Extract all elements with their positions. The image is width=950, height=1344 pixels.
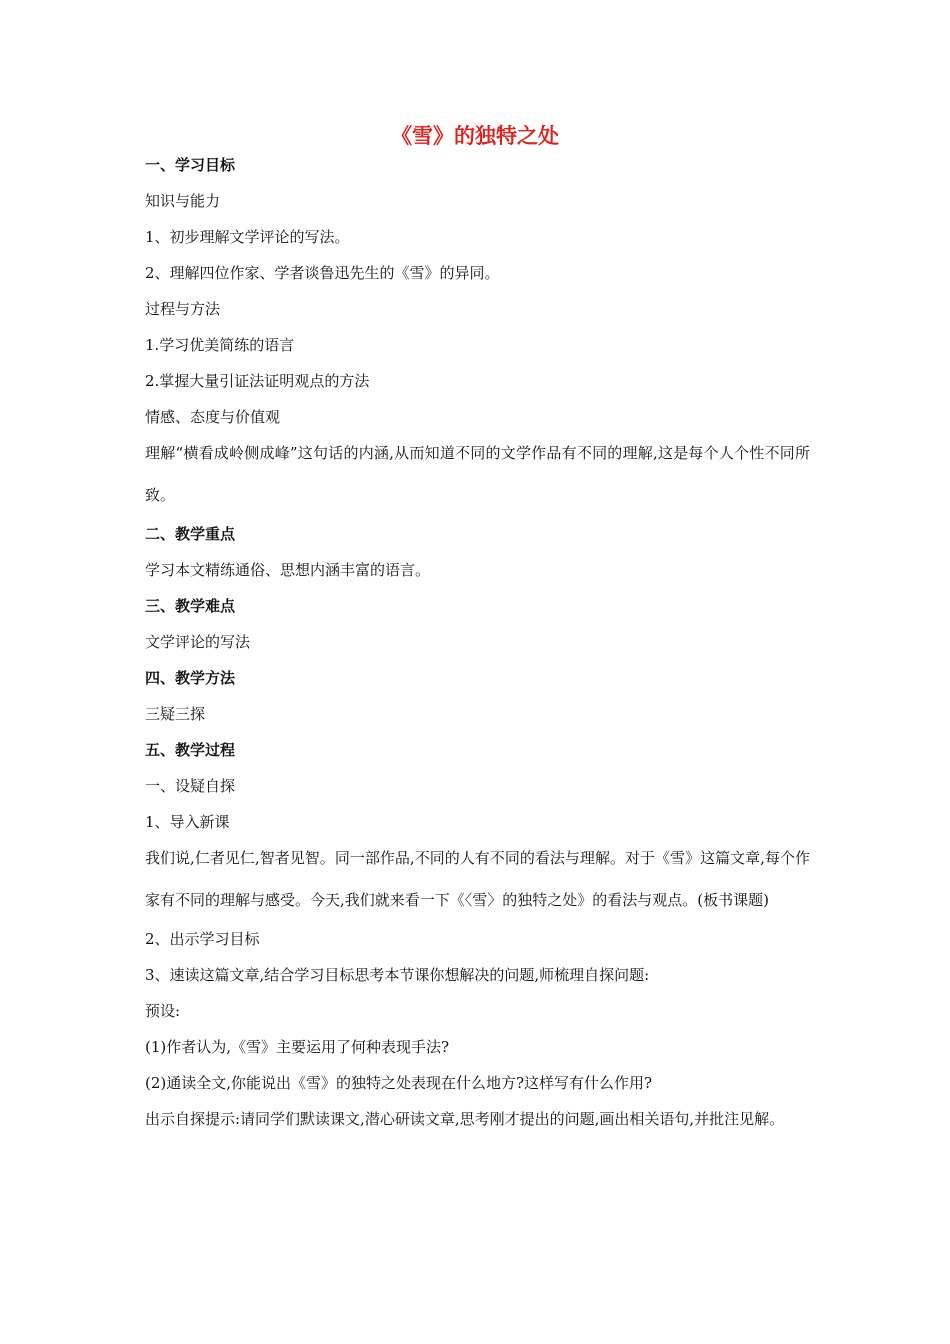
body-text: 文学评论的写法 (145, 633, 251, 651)
goal-item: 1、初步理解文学评论的写法。 (145, 228, 350, 246)
body-text: 2、出示学习目标 (145, 930, 260, 948)
section-heading-difficulties: 三、教学难点 (145, 597, 236, 615)
goal-item: 2.掌握大量引证法证明观点的方法 (145, 372, 370, 390)
section-heading-key-points: 二、教学重点 (145, 525, 236, 543)
goal-item: 2、理解四位作家、学者谈鲁迅先生的《雪》的异同。 (145, 264, 500, 282)
section-heading-methods: 四、教学方法 (145, 669, 236, 687)
hint-paragraph: 出示自探提示:请同学们默读课文,潜心研读文章,思考刚才提出的问题,画出相关语句,并批注见解。 (145, 1110, 785, 1128)
subheading-values: 情感、态度与价值观 (145, 408, 281, 426)
body-text: 3、速读这篇文章,结合学习目标思考本节课你想解决的问题,师梳理自探问题: (145, 966, 650, 984)
subheading-process: 过程与方法 (145, 300, 221, 318)
values-paragraph: 理解“横看成岭侧成峰”这句话的内涵,从而知道不同的文学作品有不同的理解,这是每个人个性不同所致。 (145, 444, 810, 504)
section-heading-learning-goals: 一、学习目标 (145, 156, 236, 174)
section-heading-process: 五、教学过程 (145, 741, 236, 759)
body-text: 1、导入新课 (145, 813, 230, 831)
question-item: (1)作者认为,《雪》主要运用了何种表现手法? (145, 1038, 450, 1056)
subheading-knowledge: 知识与能力 (145, 192, 221, 210)
goal-item: 1.学习优美简练的语言 (145, 336, 295, 354)
body-text: 一、设疑自探 (145, 777, 236, 795)
body-text: 预设: (145, 1002, 181, 1020)
body-text: 三疑三探 (145, 705, 206, 723)
intro-paragraph: 我们说,仁者见仁,智者见智。同一部作品,不同的人有不同的看法与理解。对于《雪》这篇文章,每个作家有不同的理解与感受。今天,我们就来看一下《〈雪〉的独特之处》的看法与观点。(板书课题) (145, 849, 810, 909)
question-item: (2)通读全文,你能说出《雪》的独特之处表现在什么地方?这样写有什么作用? (145, 1074, 653, 1092)
body-text: 学习本文精练通俗、思想内涵丰富的语言。 (145, 561, 431, 579)
document-title: 《雪》的独特之处 (391, 124, 559, 148)
document-body (145, 147, 810, 1140)
